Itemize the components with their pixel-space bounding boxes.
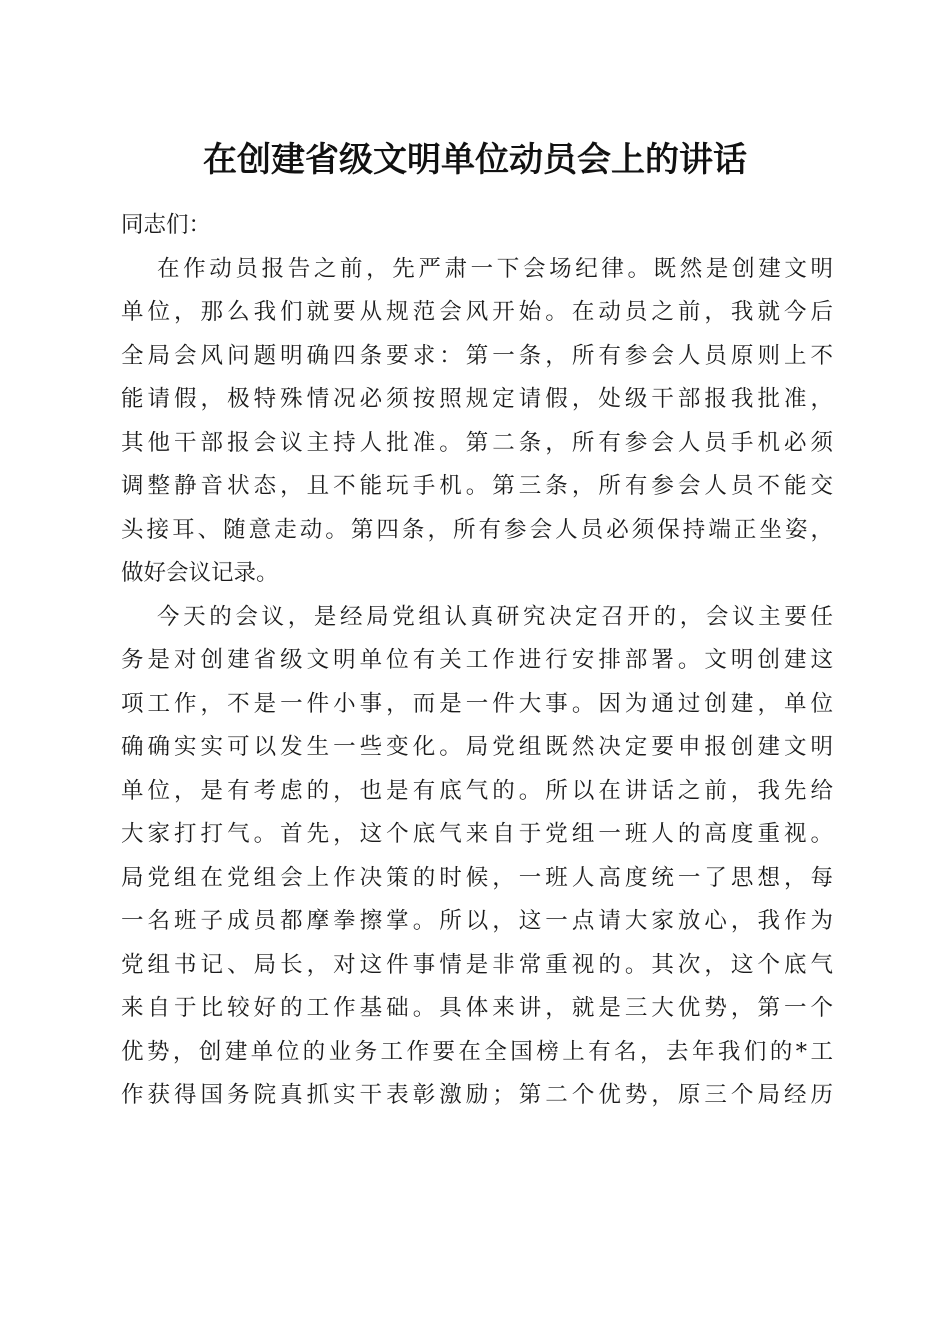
paragraph-line: 能请假，极特殊情况必须按照规定请假，处级干部报我批准， [121,386,833,412]
paragraph-line: 局党组在党组会上作决策的时候，一班人高度统一了思想，每 [121,864,833,891]
paragraph-line: 大家打打气。首先，这个底气来自于党组一班人的高度重视。 [121,821,833,847]
paragraph-line: 确确实实可以发生一些变化。局党组既然决定要申报创建文明 [121,734,833,760]
paragraph-line: 今天的会议，是经局党组认真研究决定召开的，会议主要任 [157,603,833,630]
paragraph-line: 务是对创建省级文明单位有关工作进行安排部署。文明创建这 [121,647,833,673]
paragraph-line: 来自于比较好的工作基础。具体来讲，就是三大优势，第一个 [121,995,833,1021]
paragraph-line: 优势，创建单位的业务工作要在全国榜上有名，去年我们的*工 [121,1038,833,1065]
document-title: 在创建省级文明单位动员会上的讲话 [203,140,747,180]
paragraph-line: 其他干部报会议主持人批准。第二条，所有参会人员手机必须 [121,429,833,456]
document-body [121,204,833,1118]
paragraph-line: 单位，那么我们就要从规范会风开始。在动员之前，我就今后 [121,299,833,325]
paragraph-line: 在作动员报告之前，先严肃一下会场纪律。既然是创建文明 [157,255,833,282]
salutation: 同志们： [121,212,212,238]
paragraph-line: 调整静音状态，且不能玩手机。第三条，所有参会人员不能交 [121,473,833,499]
paragraph-line: 全局会风问题明确四条要求：第一条，所有参会人员原则上不 [121,342,833,369]
paragraph-line: 一名班子成员都摩拳擦掌。所以，这一点请大家放心，我作为 [121,908,833,934]
paragraph-line: 头接耳、随意走动。第四条，所有参会人员必须保持端正坐姿， [121,516,833,543]
paragraph-line: 作获得国务院真抓实干表彰激励；第二个优势，原三个局经历 [121,1082,833,1108]
paragraph-2 [121,596,833,1118]
paragraph-line: 党组书记、局长，对这件事情是非常重视的。其次，这个底气 [121,951,833,978]
paragraph-1 [121,248,833,596]
paragraph-line: 项工作，不是一件小事，而是一件大事。因为通过创建，单位 [121,690,833,717]
paragraph-line: 单位，是有考虑的，也是有底气的。所以在讲话之前，我先给 [121,777,833,804]
paragraph-line: 做好会议记录。 [121,560,279,586]
